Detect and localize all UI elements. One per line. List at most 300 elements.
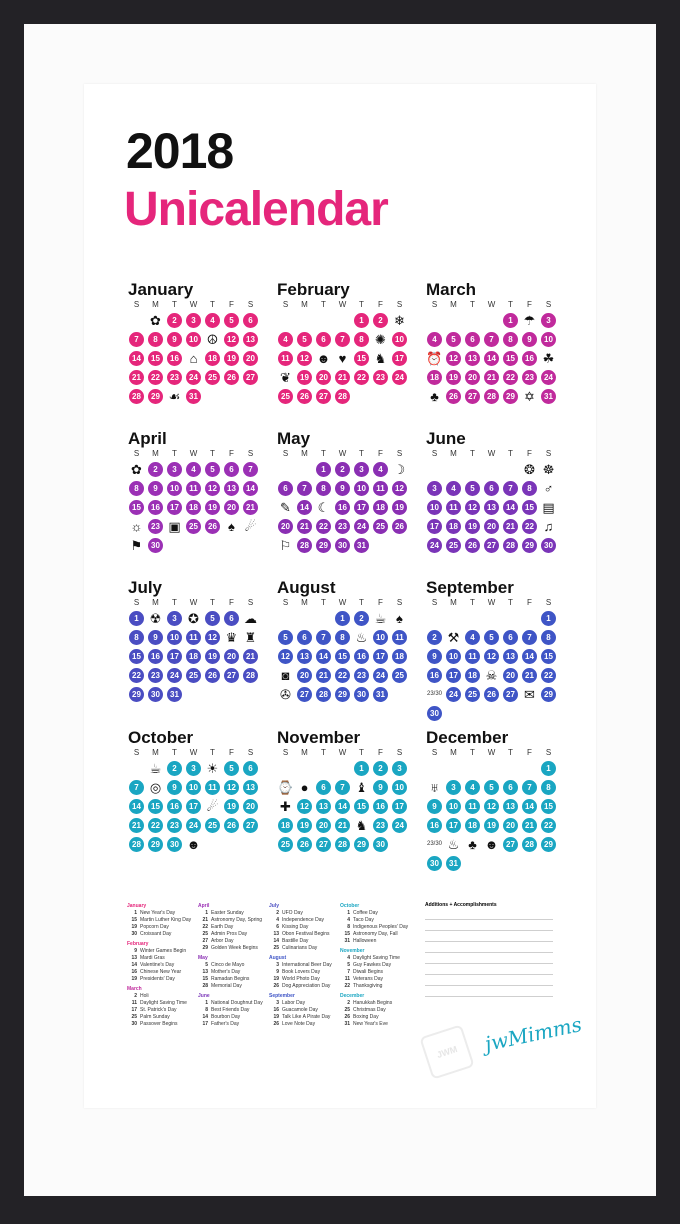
day-number[interactable]: 30 <box>427 856 442 871</box>
holiday-icon[interactable]: ♂ <box>543 481 554 496</box>
day-number[interactable]: 25 <box>373 519 388 534</box>
holiday-icon[interactable]: ☘ <box>542 350 555 366</box>
day-number[interactable]: 12 <box>297 799 312 814</box>
day-number[interactable]: 6 <box>316 780 331 795</box>
day-number[interactable]: 10 <box>373 630 388 645</box>
day-number[interactable]: 21 <box>335 370 350 385</box>
day-number[interactable]: 28 <box>503 538 518 553</box>
day-number[interactable]: 27 <box>243 818 258 833</box>
day-number[interactable]: 25 <box>186 668 201 683</box>
day-number[interactable]: 5 <box>205 462 220 477</box>
day-number[interactable]: 2 <box>335 462 350 477</box>
day-number[interactable]: 9 <box>373 780 388 795</box>
day-number[interactable]: 28 <box>484 389 499 404</box>
day-number[interactable]: 17 <box>427 519 442 534</box>
day-number[interactable]: 22 <box>541 818 556 833</box>
day-number[interactable]: 15 <box>335 649 350 664</box>
day-number[interactable]: 4 <box>446 481 461 496</box>
day-number[interactable]: 22 <box>354 370 369 385</box>
day-number[interactable]: 23 <box>167 818 182 833</box>
holiday-icon[interactable]: ☢ <box>149 610 162 626</box>
day-number[interactable]: 11 <box>205 780 220 795</box>
holiday-icon[interactable]: ☻ <box>186 837 201 852</box>
day-number[interactable]: 12 <box>224 780 239 795</box>
day-number[interactable]: 8 <box>148 332 163 347</box>
day-number[interactable]: 24 <box>354 519 369 534</box>
day-number[interactable]: 17 <box>392 799 407 814</box>
holiday-icon[interactable]: ⚐ <box>279 537 292 553</box>
day-number[interactable]: 24 <box>427 538 442 553</box>
day-number[interactable]: 7 <box>522 630 537 645</box>
day-number[interactable]: 20 <box>224 500 239 515</box>
day-number[interactable]: 3 <box>427 481 442 496</box>
holiday-icon[interactable]: ♠ <box>228 519 235 534</box>
holiday-icon[interactable]: ♞ <box>374 350 387 366</box>
day-number[interactable]: 11 <box>278 351 293 366</box>
day-number[interactable]: 8 <box>129 481 144 496</box>
holiday-icon[interactable]: ⏰ <box>426 350 443 366</box>
day-number[interactable]: 6 <box>316 332 331 347</box>
day-number[interactable]: 18 <box>392 649 407 664</box>
day-number[interactable]: 26 <box>297 837 312 852</box>
holiday-icon[interactable]: ❂ <box>524 461 535 477</box>
day-number[interactable]: 20 <box>224 649 239 664</box>
split-day[interactable]: 23/30 <box>426 840 442 847</box>
day-number[interactable]: 16 <box>148 500 163 515</box>
holiday-icon[interactable]: ❦ <box>280 369 291 385</box>
day-number[interactable]: 9 <box>148 481 163 496</box>
day-number[interactable]: 4 <box>373 462 388 477</box>
day-number[interactable]: 19 <box>446 370 461 385</box>
day-number[interactable]: 19 <box>392 500 407 515</box>
day-number[interactable]: 30 <box>373 837 388 852</box>
day-number[interactable]: 14 <box>243 481 258 496</box>
day-number[interactable]: 27 <box>316 389 331 404</box>
day-number[interactable]: 3 <box>167 611 182 626</box>
day-number[interactable]: 14 <box>316 649 331 664</box>
day-number[interactable]: 24 <box>167 668 182 683</box>
holiday-icon[interactable]: ✪ <box>188 610 199 626</box>
day-number[interactable]: 16 <box>427 668 442 683</box>
day-number[interactable]: 25 <box>465 687 480 702</box>
day-number[interactable]: 23 <box>148 668 163 683</box>
day-number[interactable]: 8 <box>316 481 331 496</box>
day-number[interactable]: 3 <box>186 761 201 776</box>
notes-line[interactable] <box>425 931 553 942</box>
day-number[interactable]: 2 <box>167 313 182 328</box>
day-number[interactable]: 18 <box>465 818 480 833</box>
holiday-icon[interactable]: ☙ <box>168 388 181 404</box>
day-number[interactable]: 14 <box>129 351 144 366</box>
day-number[interactable]: 9 <box>522 332 537 347</box>
day-number[interactable]: 25 <box>205 370 220 385</box>
day-number[interactable]: 30 <box>148 538 163 553</box>
day-number[interactable]: 6 <box>278 481 293 496</box>
day-number[interactable]: 16 <box>427 818 442 833</box>
holiday-icon[interactable]: ✇ <box>280 686 291 702</box>
day-number[interactable]: 17 <box>167 500 182 515</box>
day-number[interactable]: 29 <box>148 837 163 852</box>
day-number[interactable]: 7 <box>243 462 258 477</box>
day-number[interactable]: 17 <box>392 351 407 366</box>
day-number[interactable]: 4 <box>278 332 293 347</box>
day-number[interactable]: 13 <box>484 500 499 515</box>
day-number[interactable]: 21 <box>522 668 537 683</box>
holiday-icon[interactable]: ⚒ <box>447 629 460 645</box>
day-number[interactable]: 28 <box>522 837 537 852</box>
day-number[interactable]: 19 <box>205 649 220 664</box>
day-number[interactable]: 3 <box>392 761 407 776</box>
day-number[interactable]: 13 <box>297 649 312 664</box>
day-number[interactable]: 21 <box>129 818 144 833</box>
holiday-icon[interactable]: ☻ <box>484 837 499 852</box>
day-number[interactable]: 19 <box>224 351 239 366</box>
day-number[interactable]: 10 <box>167 481 182 496</box>
holiday-icon[interactable]: ❄ <box>394 312 405 328</box>
day-number[interactable]: 22 <box>316 519 331 534</box>
day-number[interactable]: 9 <box>167 332 182 347</box>
day-number[interactable]: 17 <box>354 500 369 515</box>
day-number[interactable]: 10 <box>392 332 407 347</box>
day-number[interactable]: 22 <box>129 668 144 683</box>
holiday-icon[interactable]: ✿ <box>150 312 161 328</box>
day-number[interactable]: 12 <box>465 500 480 515</box>
day-number[interactable]: 28 <box>129 389 144 404</box>
day-number[interactable]: 14 <box>522 799 537 814</box>
day-number[interactable]: 21 <box>243 649 258 664</box>
day-number[interactable]: 16 <box>148 649 163 664</box>
holiday-icon[interactable]: ☮ <box>206 331 219 347</box>
day-number[interactable]: 24 <box>446 687 461 702</box>
day-number[interactable]: 13 <box>243 332 258 347</box>
day-number[interactable]: 11 <box>392 630 407 645</box>
holiday-icon[interactable]: ♣ <box>430 389 439 404</box>
day-number[interactable]: 31 <box>446 856 461 871</box>
holiday-icon[interactable]: ☠ <box>485 667 498 683</box>
day-number[interactable]: 15 <box>503 351 518 366</box>
day-number[interactable]: 7 <box>503 481 518 496</box>
day-number[interactable]: 12 <box>484 799 499 814</box>
day-number[interactable]: 14 <box>522 649 537 664</box>
day-number[interactable]: 6 <box>484 481 499 496</box>
day-number[interactable]: 10 <box>392 780 407 795</box>
day-number[interactable]: 14 <box>503 500 518 515</box>
day-number[interactable]: 30 <box>354 687 369 702</box>
day-number[interactable]: 8 <box>541 780 556 795</box>
day-number[interactable]: 16 <box>522 351 537 366</box>
day-number[interactable]: 31 <box>186 389 201 404</box>
day-number[interactable]: 25 <box>186 519 201 534</box>
day-number[interactable]: 2 <box>373 761 388 776</box>
day-number[interactable]: 24 <box>392 818 407 833</box>
day-number[interactable]: 26 <box>205 668 220 683</box>
day-number[interactable]: 21 <box>129 370 144 385</box>
day-number[interactable]: 13 <box>503 649 518 664</box>
day-number[interactable]: 30 <box>427 706 442 721</box>
day-number[interactable]: 5 <box>297 332 312 347</box>
day-number[interactable]: 22 <box>522 519 537 534</box>
day-number[interactable]: 27 <box>503 687 518 702</box>
day-number[interactable]: 21 <box>484 370 499 385</box>
holiday-icon[interactable]: ☸ <box>542 461 555 477</box>
day-number[interactable]: 6 <box>465 332 480 347</box>
day-number[interactable]: 20 <box>465 370 480 385</box>
day-number[interactable]: 28 <box>297 538 312 553</box>
holiday-icon[interactable]: ♣ <box>468 837 477 852</box>
day-number[interactable]: 16 <box>373 799 388 814</box>
day-number[interactable]: 29 <box>541 837 556 852</box>
holiday-icon[interactable]: ✎ <box>280 499 291 515</box>
day-number[interactable]: 24 <box>186 370 201 385</box>
day-number[interactable]: 19 <box>297 370 312 385</box>
day-number[interactable]: 7 <box>522 780 537 795</box>
day-number[interactable]: 4 <box>465 630 480 645</box>
day-number[interactable]: 20 <box>278 519 293 534</box>
day-number[interactable]: 9 <box>335 481 350 496</box>
holiday-icon[interactable]: ♥ <box>338 351 347 366</box>
day-number[interactable]: 8 <box>522 481 537 496</box>
day-number[interactable]: 20 <box>297 668 312 683</box>
split-day[interactable]: 23/30 <box>426 690 442 697</box>
day-number[interactable]: 29 <box>335 687 350 702</box>
holiday-icon[interactable]: ✉ <box>524 686 535 702</box>
day-number[interactable]: 7 <box>335 332 350 347</box>
day-number[interactable]: 28 <box>243 668 258 683</box>
holiday-icon[interactable]: ✚ <box>280 798 291 814</box>
day-number[interactable]: 7 <box>484 332 499 347</box>
day-number[interactable]: 20 <box>316 818 331 833</box>
day-number[interactable]: 10 <box>167 630 182 645</box>
day-number[interactable]: 9 <box>148 630 163 645</box>
day-number[interactable]: 19 <box>484 818 499 833</box>
notes-line[interactable] <box>425 964 553 975</box>
holiday-icon[interactable]: ☼ <box>130 519 143 534</box>
day-number[interactable]: 11 <box>465 649 480 664</box>
holiday-icon[interactable]: ♛ <box>225 629 238 645</box>
day-number[interactable]: 26 <box>224 818 239 833</box>
day-number[interactable]: 9 <box>427 649 442 664</box>
day-number[interactable]: 1 <box>335 611 350 626</box>
day-number[interactable]: 15 <box>354 799 369 814</box>
day-number[interactable]: 2 <box>427 630 442 645</box>
day-number[interactable]: 13 <box>465 351 480 366</box>
day-number[interactable]: 12 <box>205 630 220 645</box>
holiday-icon[interactable]: ☽ <box>393 461 406 477</box>
day-number[interactable]: 16 <box>335 500 350 515</box>
day-number[interactable]: 4 <box>427 332 442 347</box>
day-number[interactable]: 27 <box>465 389 480 404</box>
day-number[interactable]: 13 <box>224 481 239 496</box>
day-number[interactable]: 5 <box>278 630 293 645</box>
day-number[interactable]: 31 <box>541 389 556 404</box>
day-number[interactable]: 10 <box>186 780 201 795</box>
day-number[interactable]: 7 <box>335 780 350 795</box>
day-number[interactable]: 27 <box>503 837 518 852</box>
day-number[interactable]: 4 <box>186 462 201 477</box>
day-number[interactable]: 29 <box>148 389 163 404</box>
day-number[interactable]: 16 <box>167 799 182 814</box>
day-number[interactable]: 14 <box>335 799 350 814</box>
day-number[interactable]: 17 <box>167 649 182 664</box>
day-number[interactable]: 21 <box>243 500 258 515</box>
holiday-icon[interactable]: ◎ <box>149 779 162 795</box>
day-number[interactable]: 15 <box>354 351 369 366</box>
day-number[interactable]: 1 <box>503 313 518 328</box>
day-number[interactable]: 19 <box>297 818 312 833</box>
day-number[interactable]: 23 <box>148 519 163 534</box>
day-number[interactable]: 10 <box>427 500 442 515</box>
day-number[interactable]: 30 <box>541 538 556 553</box>
notes-line[interactable] <box>425 920 553 931</box>
day-number[interactable]: 1 <box>354 313 369 328</box>
day-number[interactable]: 2 <box>167 761 182 776</box>
day-number[interactable]: 22 <box>541 668 556 683</box>
holiday-icon[interactable]: ⚑ <box>130 537 143 553</box>
day-number[interactable]: 28 <box>335 389 350 404</box>
day-number[interactable]: 3 <box>167 462 182 477</box>
holiday-icon[interactable]: ▣ <box>168 518 181 534</box>
day-number[interactable]: 18 <box>446 519 461 534</box>
day-number[interactable]: 7 <box>316 630 331 645</box>
day-number[interactable]: 12 <box>392 481 407 496</box>
day-number[interactable]: 6 <box>243 761 258 776</box>
notes-line[interactable] <box>425 975 553 986</box>
day-number[interactable]: 16 <box>167 351 182 366</box>
day-number[interactable]: 20 <box>484 519 499 534</box>
holiday-icon[interactable]: ☁ <box>244 610 257 626</box>
day-number[interactable]: 22 <box>503 370 518 385</box>
day-number[interactable]: 26 <box>446 389 461 404</box>
day-number[interactable]: 27 <box>316 837 331 852</box>
holiday-icon[interactable]: ☕ <box>374 610 387 626</box>
day-number[interactable]: 18 <box>465 668 480 683</box>
holiday-icon[interactable]: ♅ <box>429 780 440 795</box>
day-number[interactable]: 24 <box>392 370 407 385</box>
day-number[interactable]: 26 <box>297 389 312 404</box>
holiday-icon[interactable]: ♞ <box>355 817 368 833</box>
day-number[interactable]: 31 <box>167 687 182 702</box>
day-number[interactable]: 25 <box>446 538 461 553</box>
day-number[interactable]: 9 <box>167 780 182 795</box>
day-number[interactable]: 20 <box>316 370 331 385</box>
day-number[interactable]: 20 <box>243 351 258 366</box>
day-number[interactable]: 4 <box>205 313 220 328</box>
day-number[interactable]: 11 <box>465 799 480 814</box>
day-number[interactable]: 26 <box>392 519 407 534</box>
day-number[interactable]: 15 <box>522 500 537 515</box>
day-number[interactable]: 29 <box>503 389 518 404</box>
holiday-icon[interactable]: ☀ <box>206 760 219 776</box>
day-number[interactable]: 26 <box>224 370 239 385</box>
day-number[interactable]: 3 <box>541 313 556 328</box>
day-number[interactable]: 17 <box>446 818 461 833</box>
day-number[interactable]: 17 <box>186 799 201 814</box>
holiday-icon[interactable]: ☻ <box>316 351 331 366</box>
day-number[interactable]: 18 <box>205 351 220 366</box>
day-number[interactable]: 5 <box>484 780 499 795</box>
day-number[interactable]: 21 <box>522 818 537 833</box>
day-number[interactable]: 25 <box>278 837 293 852</box>
day-number[interactable]: 5 <box>224 761 239 776</box>
day-number[interactable]: 25 <box>278 389 293 404</box>
day-number[interactable]: 19 <box>205 500 220 515</box>
day-number[interactable]: 7 <box>129 332 144 347</box>
day-number[interactable]: 2 <box>148 462 163 477</box>
day-number[interactable]: 28 <box>335 837 350 852</box>
holiday-icon[interactable]: ⌚ <box>277 779 294 795</box>
day-number[interactable]: 6 <box>243 313 258 328</box>
day-number[interactable]: 18 <box>373 500 388 515</box>
day-number[interactable]: 9 <box>427 799 442 814</box>
notes-line[interactable] <box>425 986 553 997</box>
day-number[interactable]: 30 <box>167 837 182 852</box>
day-number[interactable]: 31 <box>373 687 388 702</box>
day-number[interactable]: 19 <box>224 799 239 814</box>
day-number[interactable]: 11 <box>186 630 201 645</box>
day-number[interactable]: 2 <box>354 611 369 626</box>
holiday-icon[interactable]: ▤ <box>542 499 555 515</box>
day-number[interactable]: 22 <box>335 668 350 683</box>
day-number[interactable]: 25 <box>392 668 407 683</box>
day-number[interactable]: 17 <box>446 668 461 683</box>
holiday-icon[interactable]: ⌂ <box>189 351 198 366</box>
day-number[interactable]: 16 <box>354 649 369 664</box>
holiday-icon[interactable]: ☂ <box>523 312 536 328</box>
day-number[interactable]: 5 <box>465 481 480 496</box>
day-number[interactable]: 11 <box>186 481 201 496</box>
day-number[interactable]: 13 <box>243 780 258 795</box>
day-number[interactable]: 6 <box>297 630 312 645</box>
day-number[interactable]: 8 <box>354 332 369 347</box>
day-number[interactable]: 15 <box>541 649 556 664</box>
day-number[interactable]: 14 <box>484 351 499 366</box>
day-number[interactable]: 12 <box>205 481 220 496</box>
day-number[interactable]: 20 <box>503 818 518 833</box>
day-number[interactable]: 27 <box>484 538 499 553</box>
day-number[interactable]: 27 <box>243 370 258 385</box>
day-number[interactable]: 12 <box>446 351 461 366</box>
day-number[interactable]: 5 <box>224 313 239 328</box>
day-number[interactable]: 26 <box>484 687 499 702</box>
day-number[interactable]: 18 <box>278 818 293 833</box>
day-number[interactable]: 3 <box>354 462 369 477</box>
day-number[interactable]: 29 <box>522 538 537 553</box>
day-number[interactable]: 15 <box>148 799 163 814</box>
day-number[interactable]: 10 <box>186 332 201 347</box>
day-number[interactable]: 10 <box>541 332 556 347</box>
day-number[interactable]: 29 <box>129 687 144 702</box>
day-number[interactable]: 18 <box>186 500 201 515</box>
notes-line[interactable] <box>425 953 553 964</box>
day-number[interactable]: 20 <box>243 799 258 814</box>
day-number[interactable]: 29 <box>354 837 369 852</box>
day-number[interactable]: 27 <box>224 668 239 683</box>
day-number[interactable]: 8 <box>503 332 518 347</box>
holiday-icon[interactable]: ♨ <box>355 629 368 645</box>
holiday-icon[interactable]: ✡ <box>524 388 535 404</box>
day-number[interactable]: 5 <box>484 630 499 645</box>
holiday-icon[interactable]: ♫ <box>543 519 554 534</box>
day-number[interactable]: 22 <box>148 370 163 385</box>
holiday-icon[interactable]: ☄ <box>244 518 257 534</box>
day-number[interactable]: 13 <box>316 799 331 814</box>
day-number[interactable]: 5 <box>446 332 461 347</box>
day-number[interactable]: 23 <box>354 668 369 683</box>
day-number[interactable]: 29 <box>316 538 331 553</box>
holiday-icon[interactable]: ♜ <box>244 629 257 645</box>
holiday-icon[interactable]: ♨ <box>447 836 460 852</box>
day-number[interactable]: 21 <box>316 668 331 683</box>
